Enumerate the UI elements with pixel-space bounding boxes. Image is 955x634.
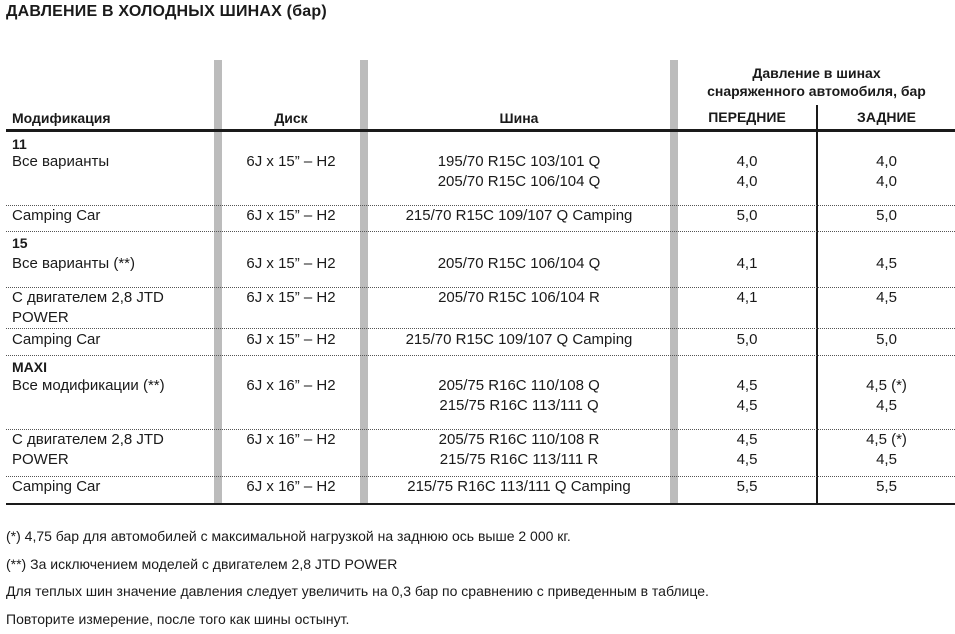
tire-cell: 215/70 R15C 109/107 Q Camping: [405, 207, 633, 224]
tire-cell: 205/70 R15C 106/104 Q: [437, 173, 601, 190]
front-pressure-cell: 4,5: [736, 451, 758, 468]
rear-pressure-cell: 4,5 (*): [866, 377, 907, 394]
rear-pressure-cell: 4,0: [876, 173, 897, 190]
rear-pressure-cell: 4,5: [876, 451, 897, 468]
front-pressure-cell: 4,0: [736, 153, 758, 170]
page-title: ДАВЛЕНИЕ В ХОЛОДНЫХ ШИНАХ (бар): [6, 3, 327, 20]
header-front: ПЕРЕДНИЕ: [708, 109, 786, 125]
modification-cell: С двигателем 2,8 JTD: [12, 289, 164, 306]
column-separator-pressure: [670, 60, 678, 503]
modification-cell: Все варианты (**): [12, 255, 135, 272]
disk-cell: 6J x 15” – H2: [246, 331, 336, 348]
tire-cell: 195/70 R15C 103/101 Q: [437, 153, 601, 170]
rear-pressure-cell: 4,0: [876, 153, 897, 170]
modification-cell: Camping Car: [12, 331, 101, 348]
footnote: (*) 4,75 бар для автомобилей с максимальной нагрузкой на заднюю ось выше 2 000 кг.: [6, 528, 571, 544]
modification-cell: Camping Car: [12, 207, 101, 224]
header-rule: [6, 129, 955, 132]
disk-cell: 6J x 16” – H2: [246, 431, 336, 448]
tire-cell: 215/75 R16C 113/111 R: [439, 451, 599, 468]
rear-pressure-cell: 5,0: [876, 331, 897, 348]
tire-cell: 205/75 R16C 110/108 Q: [438, 377, 600, 394]
header-rear: ЗАДНИЕ: [857, 109, 916, 125]
rear-pressure-cell: 4,5: [876, 289, 897, 306]
front-pressure-cell: 4,0: [736, 173, 758, 190]
modification-cell: Camping Car: [12, 478, 101, 495]
tire-cell: 205/75 R16C 110/108 R: [438, 431, 600, 448]
header-pressure-line2: снаряженного автомобиля, бар: [707, 83, 926, 99]
tire-cell: 215/70 R15C 109/107 Q Camping: [405, 331, 633, 348]
disk-cell: 6J x 15” – H2: [246, 207, 336, 224]
rear-pressure-cell: 4,5 (*): [866, 431, 907, 448]
column-separator-tire: [360, 60, 368, 503]
header-modification: Модификация: [12, 110, 111, 126]
disk-cell: 6J x 15” – H2: [246, 289, 336, 306]
tire-cell: 205/70 R15C 106/104 Q: [437, 255, 601, 272]
modification-cell: С двигателем 2,8 JTD: [12, 431, 164, 448]
disk-cell: 6J x 16” – H2: [246, 377, 336, 394]
row-divider: [6, 328, 955, 329]
modification-cell: POWER: [12, 309, 69, 326]
row-divider: [6, 355, 955, 356]
tire-cell: 205/70 R15C 106/104 R: [438, 289, 600, 306]
tire-cell: 215/75 R16C 113/111 Q Camping: [407, 478, 631, 495]
header-pressure-line1: Давление в шинах: [752, 65, 881, 81]
group-label: MAXI: [12, 359, 47, 375]
disk-cell: 6J x 15” – H2: [246, 255, 336, 272]
group-label: 15: [12, 235, 28, 251]
footnote: Для теплых шин значение давления следует увеличить на 0,3 бар по сравнению с приведенным в таблице.: [6, 583, 709, 599]
column-separator-disk: [214, 60, 222, 503]
table-bottom-rule: [6, 503, 955, 505]
rear-pressure-cell: 5,5: [876, 478, 897, 495]
row-divider: [6, 231, 955, 232]
disk-cell: 6J x 15” – H2: [246, 153, 336, 170]
rear-pressure-cell: 4,5: [876, 397, 897, 414]
front-pressure-cell: 4,1: [736, 255, 758, 272]
footnote: (**) За исключением моделей с двигателем 2,8 JTD POWER: [6, 556, 398, 572]
modification-cell: Все модификации (**): [12, 377, 165, 394]
front-pressure-cell: 5,5: [736, 478, 758, 495]
front-pressure-cell: 4,1: [736, 289, 758, 306]
rear-pressure-cell: 5,0: [876, 207, 897, 224]
tire-cell: 215/75 R16C 113/111 Q: [439, 397, 599, 414]
front-pressure-cell: 4,5: [736, 377, 758, 394]
front-pressure-cell: 4,5: [736, 397, 758, 414]
front-pressure-cell: 5,0: [736, 331, 758, 348]
header-disk: Диск: [274, 110, 308, 126]
front-pressure-cell: 5,0: [736, 207, 758, 224]
footnote: Повторите измерение, после того как шины остынут.: [6, 611, 350, 627]
rear-pressure-cell: 4,5: [876, 255, 897, 272]
front-pressure-cell: 4,5: [736, 431, 758, 448]
modification-cell: POWER: [12, 451, 69, 468]
group-label: 11: [12, 136, 27, 152]
header-tire: Шина: [499, 110, 539, 126]
disk-cell: 6J x 16” – H2: [246, 478, 336, 495]
modification-cell: Все варианты: [12, 153, 110, 170]
